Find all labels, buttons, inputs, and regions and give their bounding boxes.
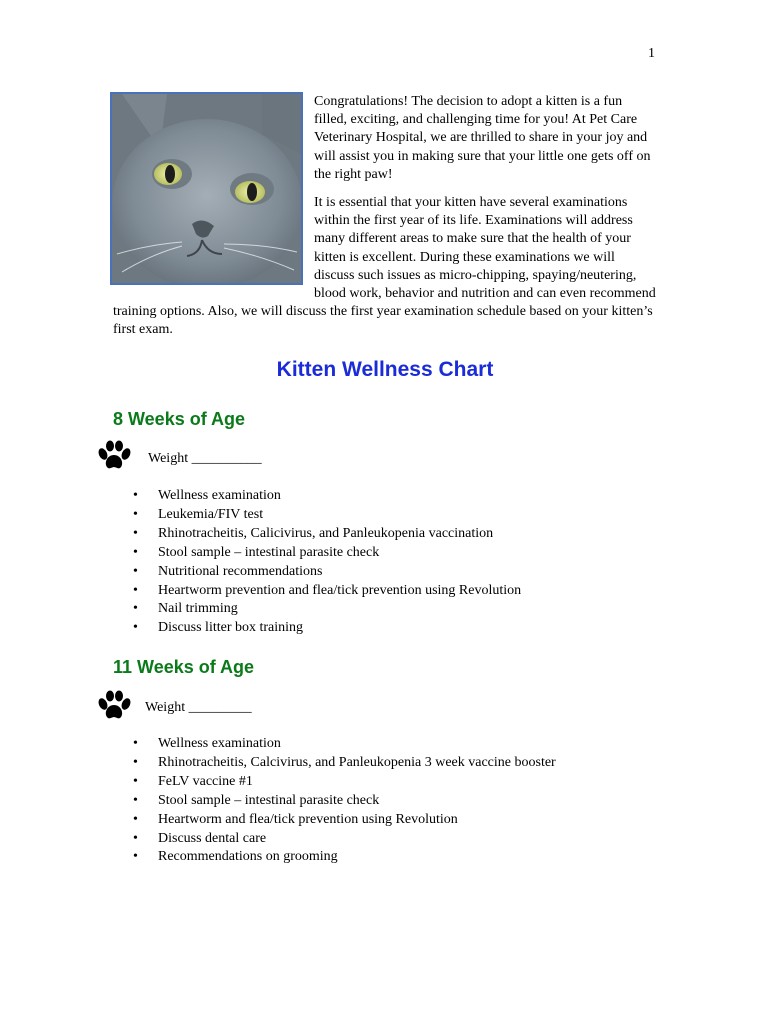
list-item: • Rhinotracheitis, Calicivirus, and Panleukopenia vaccination [130,525,521,544]
list-item: • Stool sample – intestinal parasite check [130,792,556,811]
section-heading-8-weeks: 8 Weeks of Age [113,409,246,429]
list-item: • Wellness examination [130,487,521,506]
list-item: • Heartworm and flea/tick prevention using Revolution [130,811,556,830]
page-number: 1 [648,46,655,61]
list-item: • FeLV vaccine #1 [130,773,556,792]
intro-paragraph-2: It is essential that your kitten have several examinations within the first year of its life. Examinations will address many different areas to make sure that the health of your kitten is excellent. During these examinations we will discuss such issues as micro-chipping, spaying/neutering, blood work, behavior and nutrition and can even recommend training options. Also, we will discuss the first year examination schedule based on your kitten’s first exam. [113,195,656,338]
list-item: • Heartworm prevention and flea/tick prevention using Revolution [130,582,521,601]
weight-field-11-weeks: Weight _________ [145,700,252,715]
paw-print-icon [97,690,131,722]
paw-print-icon [97,440,131,472]
list-item: • Stool sample – intestinal parasite check [130,544,521,563]
list-item: • Recommendations on grooming [130,848,556,867]
list-item: • Discuss litter box training [130,619,521,638]
list-item: • Rhinotracheitis, Calcivirus, and Panleukopenia 3 week vaccine booster [130,754,556,773]
list-item: • Leukemia/FIV test [130,506,521,525]
intro-paragraph-1: Congratulations! The decision to adopt a kitten is a fun filled, exciting, and challenging time for you! At Pet Care Veterinary Hospital, we are thrilled to share in your joy and will assist you in making sure that your little one gets off on the right paw! [314,94,651,182]
list-item: • Nail trimming [130,600,521,619]
chart-title: Kitten Wellness Chart [276,358,494,381]
list-item: • Discuss dental care [130,830,556,849]
checklist-8-weeks [130,487,521,638]
section-heading-11-weeks: 11 Weeks of Age [113,657,255,677]
intro-text [113,93,658,340]
list-item: • Nutritional recommendations [130,563,521,582]
weight-field-8-weeks: Weight __________ [148,451,262,466]
list-item: • Wellness examination [130,735,556,754]
checklist-11-weeks [130,735,556,867]
